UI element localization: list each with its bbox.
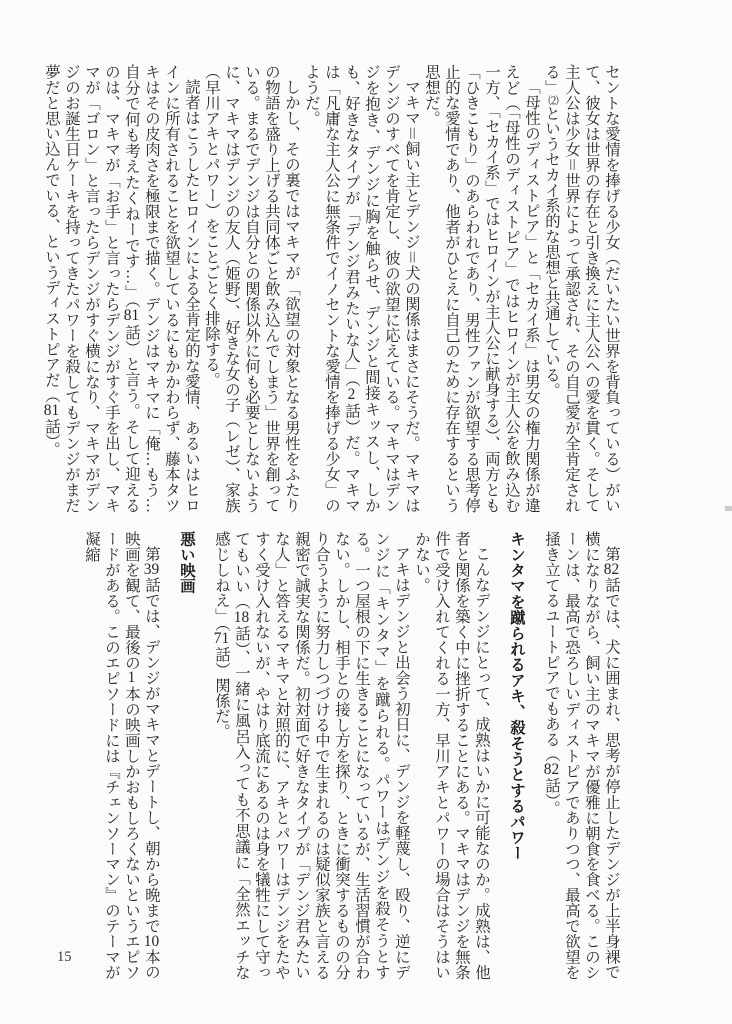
paragraph: 第39話では、デンジがマキマとデートし、朝から晩まで10本の映画を観て、最後の1本の映画しかおもしろくないというエピソードがある。このエピソードには『チェンソーマン』のテーマが凝縮 (83, 531, 160, 980)
page-number: 15 (57, 949, 72, 965)
paragraph: マキマ＝飼い主とデンジ＝犬の関係はまさにそうだ。マキマはデンジのすべてを肯定し、彼の欲望に応えている。マキマはデンジを抱き、デンジに胸を触らせ、デンジと間接キッスし、しかも、好きなタイプが「デンジ君みたいな人」（2話）だ。マキマは「凡庸な主人公に無条件でイノセントな愛情を捧げる少女」のようだ。 (303, 64, 420, 513)
bottom-text-section (73, 531, 621, 980)
section-heading: 悪い映画 (178, 531, 195, 594)
paragraph: 読者はこうしたヒロインによる全肯定的な愛情、あるいはヒロインに所有されることを欲望しているにもかかわらず、藤本タツキはその皮肉さを極限まで描く。デンジはマキマに「俺…もう…自分で何も考えたくねーです…」（81話）と言う。そして迎えるのは、マキマが「お手」と言ったらデンジがすぐ手を出し、マキマが「ゴロン」と言ったらデンジがすぐ横になり、マキマがデンジのお誕生日ケーキを持ってきたパワーを殺してもデンジがまだ夢だと思い込んでいる、というディストピアだ（81話）。 (43, 64, 200, 513)
paragraph: しかし、その裏ではマキマが「欲望の対象となる男性をふたりの物語を盛り上げる共同体ごと飲み込んでしまう」世界を創っている。まるでデンジは自分との関係以外に何も必要としないように、マキマはデンジの友人（姫野）、好きな女の子（レゼ）、家族（早川アキとパワー）をことごとく排除する。 (203, 64, 300, 513)
top-text-section (43, 64, 621, 513)
paragraph: 「母性のディストピア」と「セカイ系」は男女の権力関係が違えど（「母性のディストピア」ではヒロインが主人公を飲み込む一方、「セカイ系」ではヒロインが主人公に献身する）、両方とも「ひきこもり」のあらわれであり、男性ファンが欲望する思考停止的な愛情であり、他者がひとえに自己のために存在するという思想だ。 (423, 64, 540, 513)
paragraph: セントな愛情を捧げる少女（だいたい世界を背負っている）がいて、彼女は世界の存在と引き換えに主人公への愛を貫く。そして主人公は少女＝世界によって承認され、その自己愛が全肯定される」⑵というセカイ系的な思想と共通している。 (543, 64, 620, 513)
paragraph: アキはデンジと出会う初日に、デンジを軽蔑し、殴り、逆にデンジに「キンタマ」を蹴られる。パワーはデンジを殺そうとする。一つ屋根の下に生きることになっているが、生活習慣が合わない。しかし、相手との接し方を探り、ときに衝突するものの分り合うように努力しつづける中で生まれるのは疑似家族と言える親密で誠実な関係だ。初対面で好きなタイプが「デンジ君みたいな人」と答えるマキマと対照的に、アキとパワーはデンジをたやすく受け入れないが、やはり底流にあるのは身を犠牲にして守ってもいい（18話）、一緒に風呂入っても不思議に「全然エッチな感じしねえ」（71話）関係だ。 (213, 531, 410, 981)
paragraph: こんなデンジにとって、成熟はいかに可能なのか。成熟は、他者と関係を築く中に挫折することにある。マキマはデンジを無条件で受け入れてくれる一方、早川アキとパワーの場合はそうはいかない。 (413, 531, 490, 980)
section-heading: キンタマを蹴られるアキ、殺そうとするパワー (508, 531, 525, 861)
paragraph: 第82話では、犬に囲まれ、思考が停止したデンジが上半身裸で横になりながら、飼い主のマキマが優雅に朝食を食べる。このシーンは、最高で恐ろしいディストピアでありつつ、最高で欲望を掻き立てるユートピアでもある（82話）。 (543, 531, 620, 980)
scan-artifact-mark (725, 506, 732, 511)
